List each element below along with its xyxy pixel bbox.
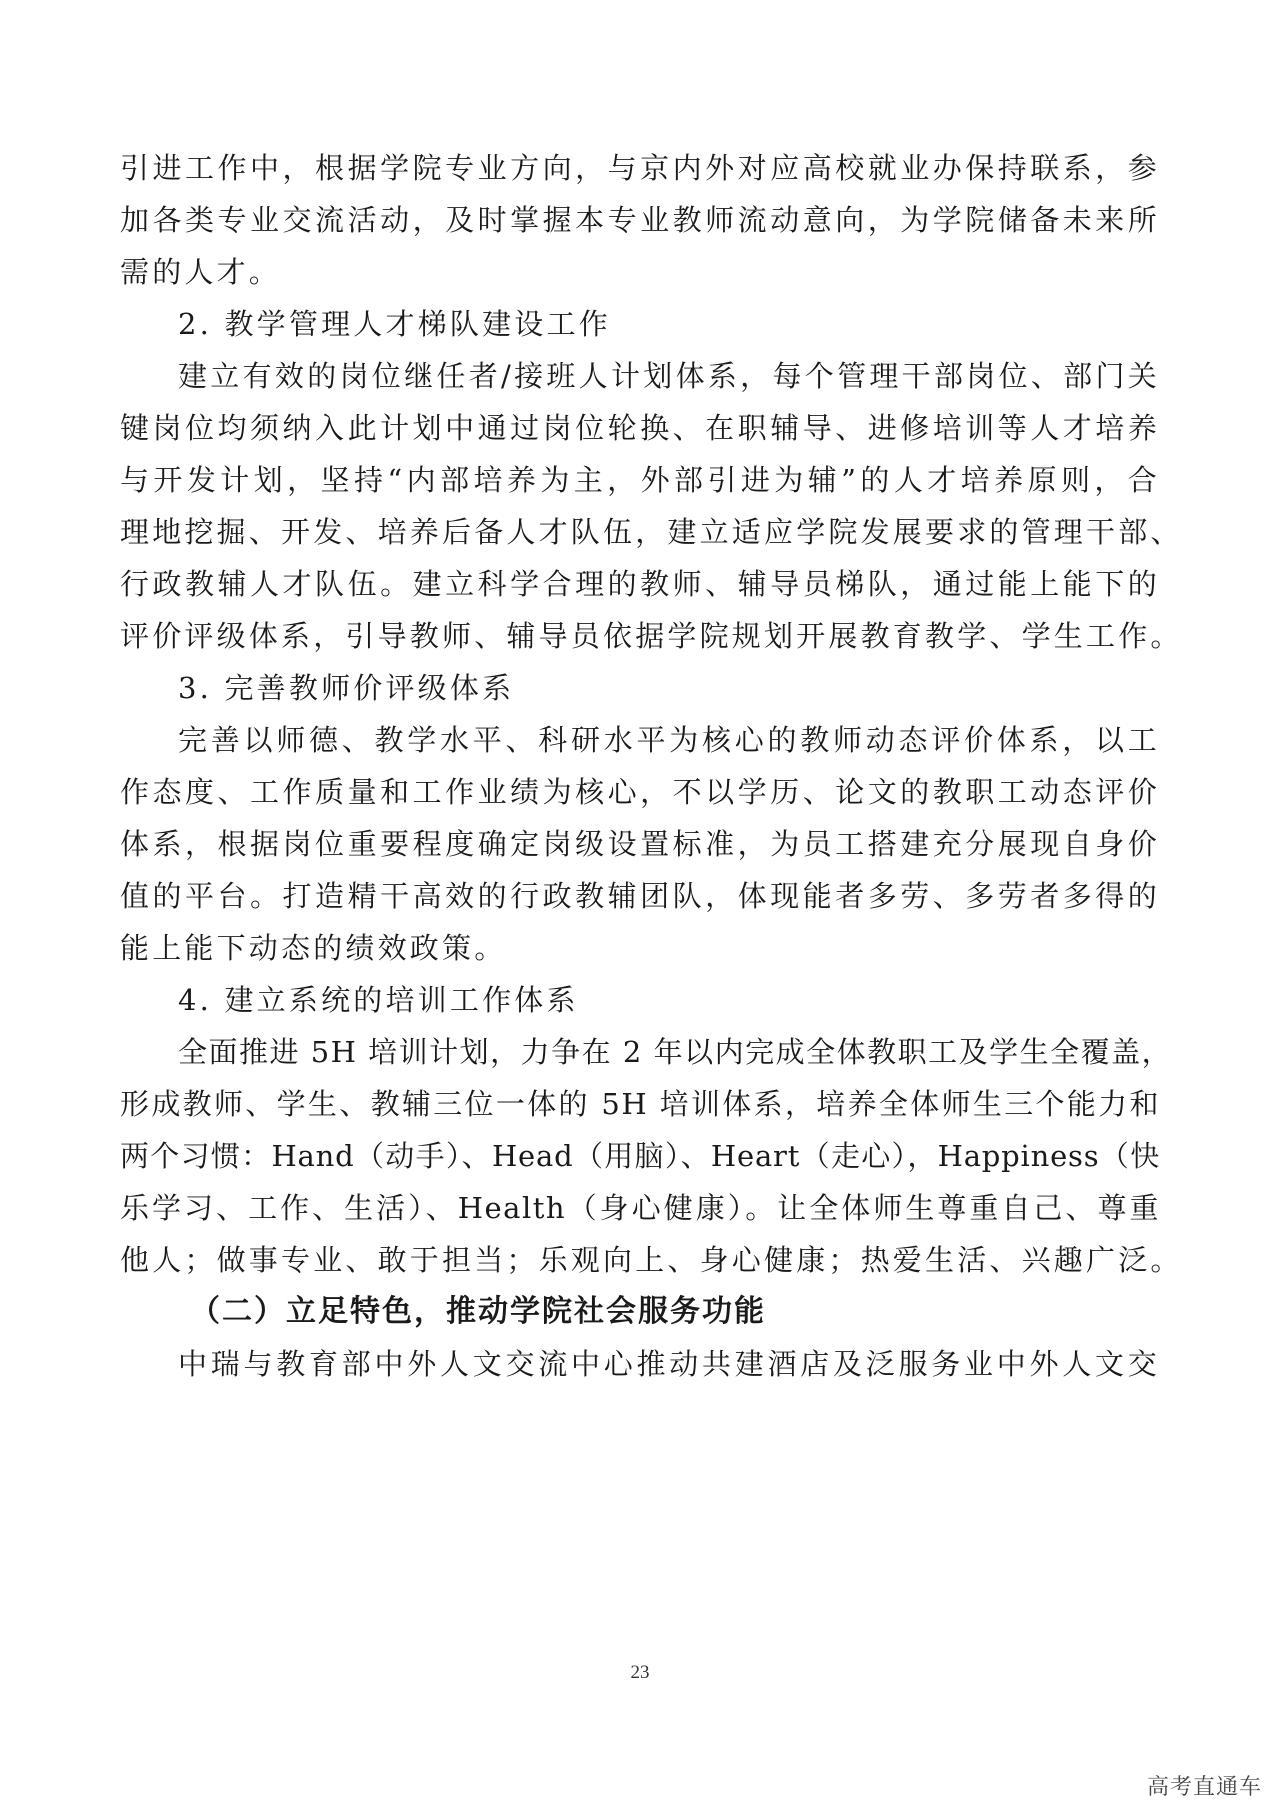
chapter-subheading: （二）立足特色，推动学院社会服务功能 bbox=[190, 1294, 766, 1329]
section-heading: 2. 教学管理人才梯队建设工作 bbox=[178, 307, 611, 341]
body-line: 他人；做事专业、敢于担当；乐观向上、身心健康；热爱生活、兴趣广泛。 bbox=[120, 1243, 1183, 1277]
body-line: 中瑞与教育部中外人文交流中心推动共建酒店及泛服务业中外人文交 bbox=[178, 1347, 1160, 1381]
body-line: 加各类专业交流活动，及时掌握本专业教师流动意向，为学院储备未来所 bbox=[120, 203, 1160, 237]
body-line: 形成教师、学生、教辅三位一体的 5H 培训体系，培养全体师生三个能力和 bbox=[120, 1087, 1160, 1121]
body-line: 乐学习、工作、生活）、Health（身心健康）。让全体师生尊重自己、尊重 bbox=[120, 1191, 1160, 1225]
body-line: 需的人才。 bbox=[120, 255, 282, 289]
body-line: 建立有效的岗位继任者/接班人计划体系，每个管理干部岗位、部门关 bbox=[178, 359, 1160, 393]
section-heading: 4. 建立系统的培训工作体系 bbox=[178, 983, 579, 1017]
body-line: 全面推进 5H 培训计划，力争在 2 年以内完成全体教职工及学生全覆盖， bbox=[178, 1035, 1173, 1069]
body-line: 键岗位均须纳入此计划中通过岗位轮换、在职辅导、进修培训等人才培养 bbox=[120, 411, 1160, 445]
body-line: 评价评级体系，引导教师、辅导员依据学院规划开展教育教学、学生工作。 bbox=[120, 619, 1183, 653]
body-line: 两个习惯：Hand（动手）、Head（用脑）、Heart（走心），Happiness（快 bbox=[120, 1139, 1160, 1173]
body-line: 体系，根据岗位重要程度确定岗级设置标准，为员工搭建充分展现自身价 bbox=[120, 827, 1160, 861]
body-line: 值的平台。打造精干高效的行政教辅团队，体现能者多劳、多劳者多得的 bbox=[120, 879, 1160, 913]
watermark: 高考直通车 bbox=[1146, 1775, 1262, 1800]
section-heading: 3. 完善教师价评级体系 bbox=[178, 671, 515, 705]
body-line: 行政教辅人才队伍。建立科学合理的教师、辅导员梯队，通过能上能下的 bbox=[120, 567, 1160, 601]
body-line: 能上能下动态的绩效政策。 bbox=[120, 931, 507, 965]
body-line: 引进工作中，根据学院专业方向，与京内外对应高校就业办保持联系，参 bbox=[120, 151, 1160, 185]
body-line: 理地挖掘、开发、培养后备人才队伍，建立适应学院发展要求的管理干部、 bbox=[120, 515, 1183, 549]
body-line: 完善以师德、教学水平、科研水平为核心的教师动态评价体系，以工 bbox=[178, 723, 1160, 757]
body-line: 作态度、工作质量和工作业绩为核心，不以学历、论文的教职工动态评价 bbox=[120, 775, 1160, 809]
page-number: 23 bbox=[630, 1662, 650, 1683]
body-line: 与开发计划，坚持“内部培养为主，外部引进为辅”的人才培养原则，合 bbox=[120, 463, 1160, 497]
